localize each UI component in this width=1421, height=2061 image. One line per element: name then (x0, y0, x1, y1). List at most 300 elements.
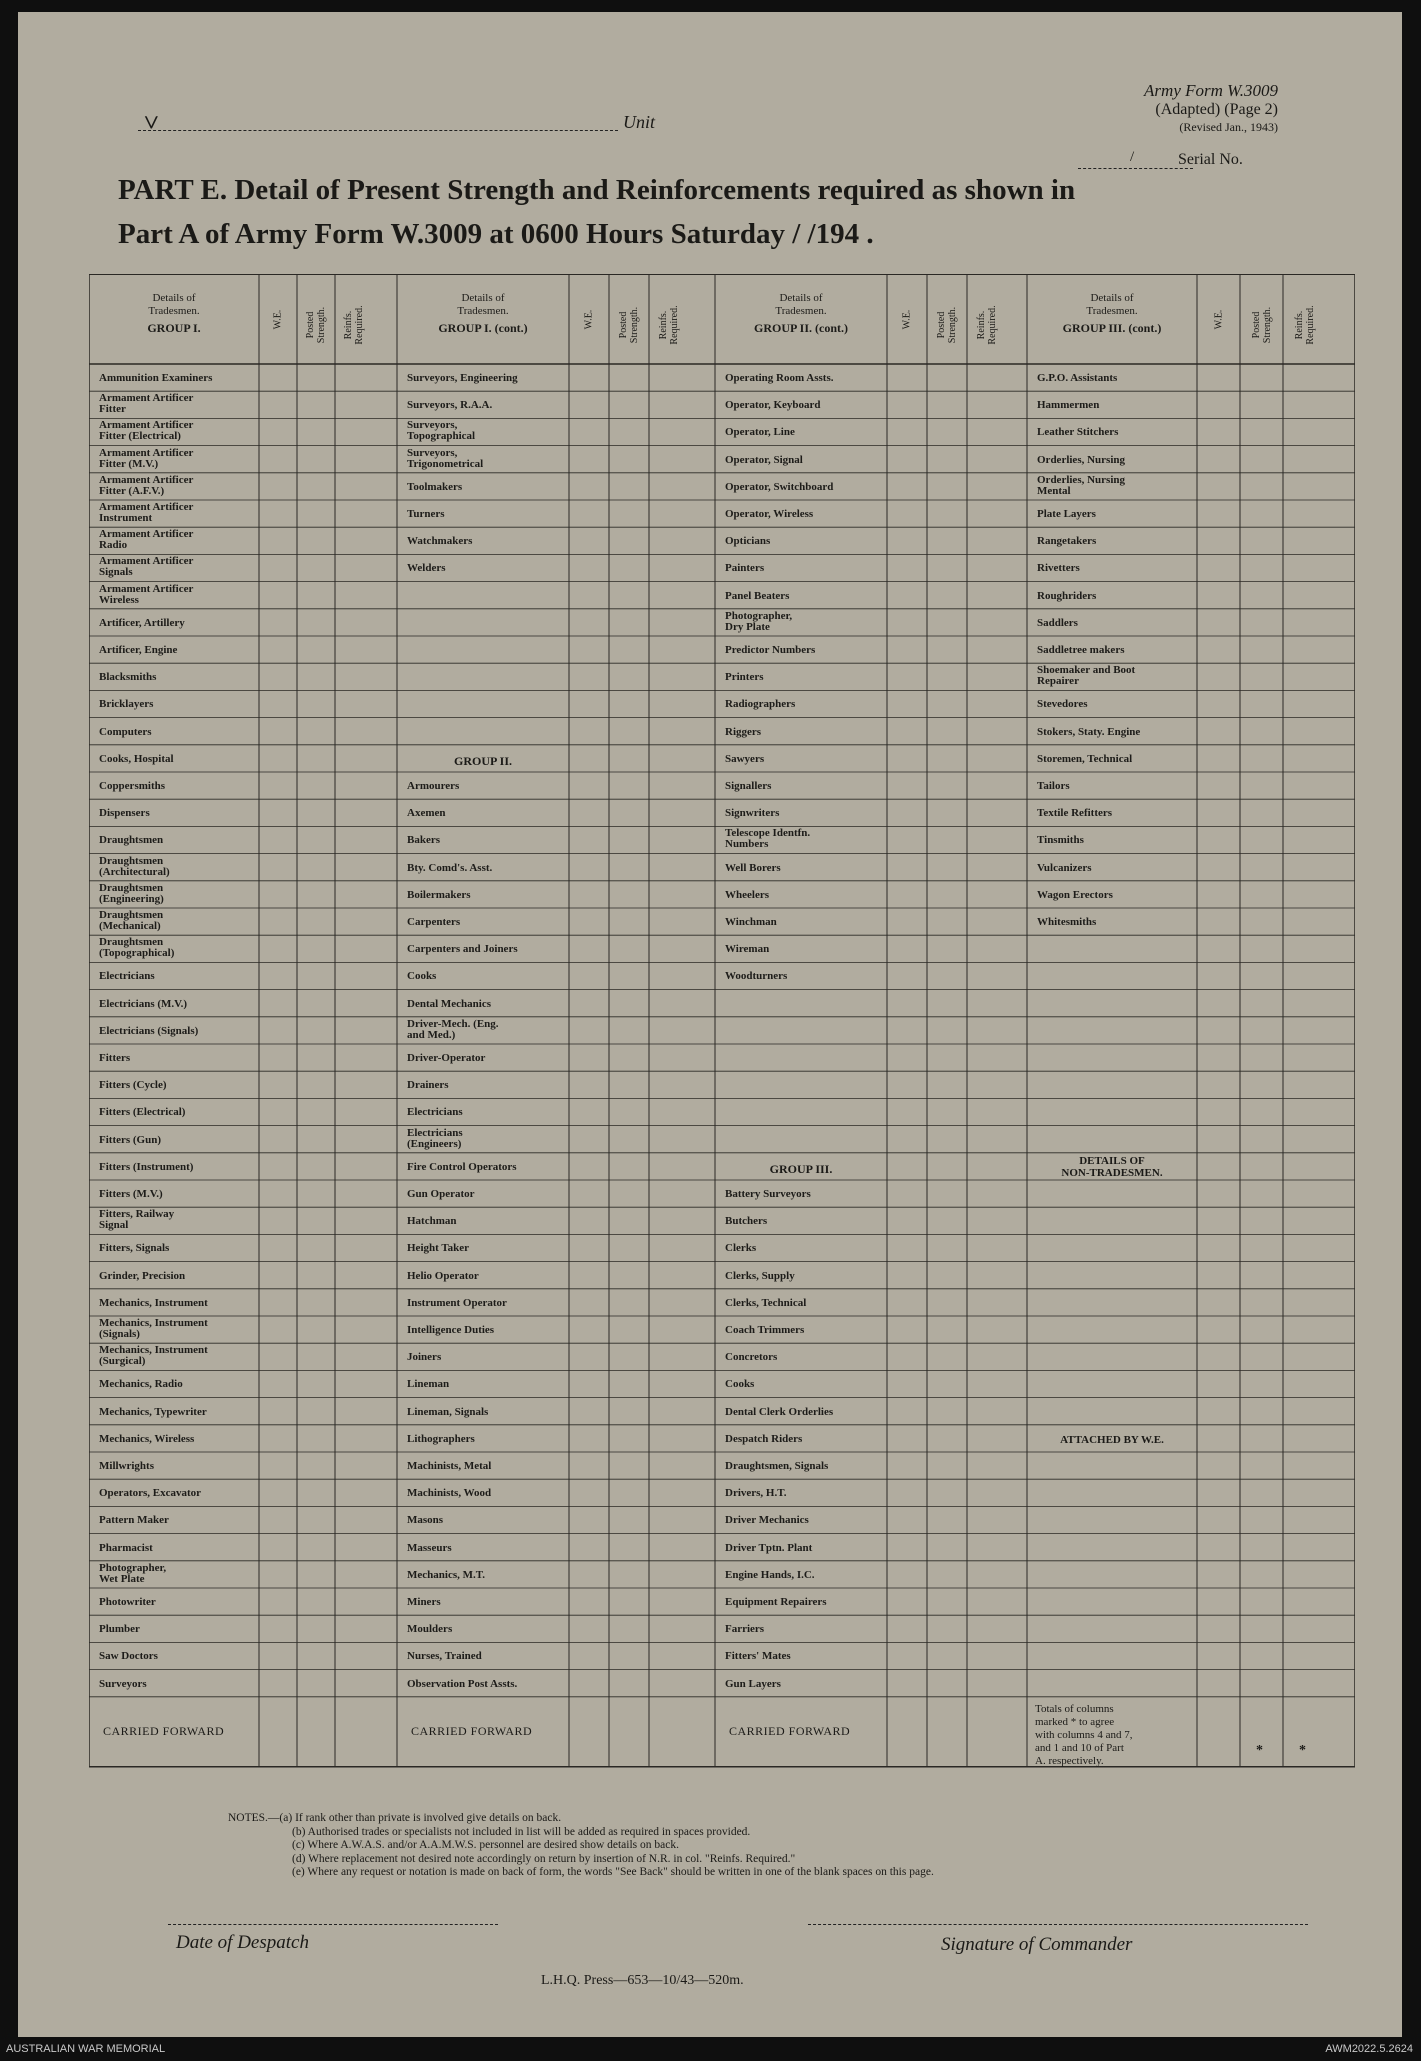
entry-cell[interactable] (928, 392, 966, 417)
entry-cell[interactable] (260, 1562, 296, 1587)
entry-cell[interactable] (298, 637, 334, 662)
entry-cell[interactable] (650, 528, 688, 553)
entry-cell[interactable] (336, 583, 372, 608)
entry-cell[interactable] (1198, 1290, 1239, 1315)
entry-cell[interactable] (610, 610, 648, 635)
entry-cell[interactable] (928, 555, 966, 580)
entry-cell[interactable] (928, 501, 966, 526)
entry-cell[interactable] (570, 474, 608, 499)
entry-cell[interactable] (1241, 1426, 1282, 1451)
entry-cell[interactable] (336, 1208, 372, 1233)
entry-cell[interactable] (968, 963, 1006, 988)
entry-cell[interactable] (260, 419, 296, 444)
entry-cell[interactable] (1198, 447, 1239, 472)
entry-cell[interactable] (1241, 501, 1282, 526)
entry-cell[interactable] (928, 773, 966, 798)
entry-cell[interactable] (888, 1480, 926, 1505)
entry-cell[interactable] (260, 963, 296, 988)
entry-cell[interactable] (650, 827, 688, 852)
entry-cell[interactable] (336, 719, 372, 744)
entry-cell[interactable] (928, 1562, 966, 1587)
entry-cell[interactable] (610, 719, 648, 744)
entry-cell[interactable] (928, 855, 966, 880)
entry-cell[interactable] (1198, 664, 1239, 689)
entry-cell[interactable] (888, 1344, 926, 1369)
entry-cell[interactable] (1284, 773, 1325, 798)
entry-cell[interactable] (1284, 691, 1325, 716)
entry-cell[interactable] (298, 1671, 334, 1696)
entry-cell[interactable] (1284, 719, 1325, 744)
entry-cell[interactable] (610, 365, 648, 390)
entry-cell[interactable] (336, 1453, 372, 1478)
entry-cell[interactable] (1198, 1371, 1239, 1396)
entry-cell[interactable] (1198, 691, 1239, 716)
entry-cell[interactable] (928, 419, 966, 444)
entry-cell[interactable] (298, 583, 334, 608)
entry-cell[interactable] (1284, 555, 1325, 580)
entry-cell[interactable] (888, 1453, 926, 1478)
entry-cell[interactable] (260, 528, 296, 553)
entry-cell[interactable] (1198, 1589, 1239, 1614)
entry-cell[interactable] (336, 746, 372, 771)
entry-cell[interactable] (1284, 1589, 1325, 1614)
entry-cell[interactable] (968, 392, 1006, 417)
entry-cell[interactable] (1241, 1589, 1282, 1614)
entry-cell[interactable] (1284, 1480, 1325, 1505)
entry-cell[interactable] (570, 1426, 608, 1451)
entry-cell[interactable] (888, 1589, 926, 1614)
entry-cell[interactable] (336, 610, 372, 635)
entry-cell[interactable] (968, 1589, 1006, 1614)
entry-cell[interactable] (610, 1535, 648, 1560)
entry-cell[interactable] (570, 909, 608, 934)
entry-cell[interactable] (260, 936, 296, 961)
entry-cell[interactable] (610, 855, 648, 880)
entry-cell[interactable] (1198, 963, 1239, 988)
entry-cell[interactable] (610, 1480, 648, 1505)
entry-cell[interactable] (1198, 583, 1239, 608)
entry-cell[interactable] (650, 882, 688, 907)
entry-cell[interactable] (336, 800, 372, 825)
entry-cell[interactable] (298, 1399, 334, 1424)
entry-cell[interactable] (1284, 936, 1325, 961)
entry-cell[interactable] (336, 1344, 372, 1369)
entry-cell[interactable] (610, 1181, 648, 1206)
entry-cell[interactable] (968, 1643, 1006, 1668)
entry-cell[interactable] (260, 1018, 296, 1043)
entry-cell[interactable] (610, 555, 648, 580)
entry-cell[interactable] (1241, 746, 1282, 771)
entry-cell[interactable] (336, 1290, 372, 1315)
entry-cell[interactable] (888, 1208, 926, 1233)
entry-cell[interactable] (1284, 827, 1325, 852)
entry-cell[interactable] (650, 936, 688, 961)
entry-cell[interactable] (1241, 1535, 1282, 1560)
entry-cell[interactable] (1241, 1399, 1282, 1424)
entry-cell[interactable] (888, 528, 926, 553)
entry-cell[interactable] (336, 1045, 372, 1070)
entry-cell[interactable] (570, 365, 608, 390)
entry-cell[interactable] (610, 746, 648, 771)
entry-cell[interactable] (610, 474, 648, 499)
entry-cell[interactable] (336, 855, 372, 880)
entry-cell[interactable] (650, 773, 688, 798)
entry-cell[interactable] (1241, 800, 1282, 825)
entry-cell[interactable] (260, 1616, 296, 1641)
entry-cell[interactable] (888, 447, 926, 472)
entry-cell[interactable] (1284, 1562, 1325, 1587)
entry-cell[interactable] (650, 1371, 688, 1396)
entry-cell[interactable] (650, 1317, 688, 1342)
entry-cell[interactable] (570, 936, 608, 961)
entry-cell[interactable] (968, 1562, 1006, 1587)
entry-cell[interactable] (1198, 800, 1239, 825)
entry-cell[interactable] (570, 1643, 608, 1668)
entry-cell[interactable] (1284, 1616, 1325, 1641)
entry-cell[interactable] (610, 1562, 648, 1587)
entry-cell[interactable] (336, 392, 372, 417)
entry-cell[interactable] (1241, 392, 1282, 417)
entry-cell[interactable] (336, 555, 372, 580)
entry-cell[interactable] (1284, 637, 1325, 662)
entry-cell[interactable] (260, 1127, 296, 1152)
entry-cell[interactable] (1284, 1154, 1325, 1179)
entry-cell[interactable] (1198, 1263, 1239, 1288)
entry-cell[interactable] (1241, 827, 1282, 852)
entry-cell[interactable] (650, 1480, 688, 1505)
entry-cell[interactable] (1241, 1154, 1282, 1179)
entry-cell[interactable] (1284, 1643, 1325, 1668)
entry-cell[interactable] (1241, 583, 1282, 608)
entry-cell[interactable] (650, 1045, 688, 1070)
entry-cell[interactable] (298, 691, 334, 716)
entry-cell[interactable] (1198, 1643, 1239, 1668)
entry-cell[interactable] (298, 1072, 334, 1097)
entry-cell[interactable] (1241, 1616, 1282, 1641)
entry-cell[interactable] (1241, 1072, 1282, 1097)
entry-cell[interactable] (336, 991, 372, 1016)
entry-cell[interactable] (298, 746, 334, 771)
entry-cell[interactable] (570, 501, 608, 526)
entry-cell[interactable] (1284, 1535, 1325, 1560)
entry-cell[interactable] (1284, 365, 1325, 390)
entry-cell[interactable] (298, 1208, 334, 1233)
entry-cell[interactable] (260, 610, 296, 635)
entry-cell[interactable] (610, 1344, 648, 1369)
entry-cell[interactable] (298, 1154, 334, 1179)
entry-cell[interactable] (260, 909, 296, 934)
entry-cell[interactable] (1198, 1099, 1239, 1124)
entry-cell[interactable] (1284, 1208, 1325, 1233)
entry-cell[interactable] (968, 936, 1006, 961)
entry-cell[interactable] (570, 1317, 608, 1342)
entry-cell[interactable] (968, 1072, 1006, 1097)
entry-cell[interactable] (928, 1263, 966, 1288)
entry-cell[interactable] (260, 1399, 296, 1424)
entry-cell[interactable] (888, 991, 926, 1016)
entry-cell[interactable] (968, 773, 1006, 798)
entry-cell[interactable] (650, 1399, 688, 1424)
entry-cell[interactable] (1241, 1562, 1282, 1587)
entry-cell[interactable] (260, 555, 296, 580)
entry-cell[interactable] (1198, 855, 1239, 880)
entry-cell[interactable] (1241, 773, 1282, 798)
entry-cell[interactable] (968, 800, 1006, 825)
entry-cell[interactable] (336, 1426, 372, 1451)
entry-cell[interactable] (610, 827, 648, 852)
entry-cell[interactable] (650, 1344, 688, 1369)
entry-cell[interactable] (1241, 1127, 1282, 1152)
entry-cell[interactable] (1284, 664, 1325, 689)
entry-cell[interactable] (650, 637, 688, 662)
entry-cell[interactable] (968, 583, 1006, 608)
entry-cell[interactable] (650, 1589, 688, 1614)
entry-cell[interactable] (570, 1235, 608, 1260)
entry-cell[interactable] (260, 1643, 296, 1668)
entry-cell[interactable] (610, 1154, 648, 1179)
entry-cell[interactable] (1198, 1045, 1239, 1070)
entry-cell[interactable] (968, 1535, 1006, 1560)
entry-cell[interactable] (1198, 1072, 1239, 1097)
entry-cell[interactable] (610, 1426, 648, 1451)
entry-cell[interactable] (570, 1480, 608, 1505)
entry-cell[interactable] (968, 365, 1006, 390)
entry-cell[interactable] (1284, 1317, 1325, 1342)
entry-cell[interactable] (336, 1018, 372, 1043)
entry-cell[interactable] (928, 719, 966, 744)
entry-cell[interactable] (610, 909, 648, 934)
entry-cell[interactable] (336, 1643, 372, 1668)
entry-cell[interactable] (570, 1154, 608, 1179)
entry-cell[interactable] (260, 1507, 296, 1532)
entry-cell[interactable] (968, 1616, 1006, 1641)
entry-cell[interactable] (298, 1535, 334, 1560)
entry-cell[interactable] (1198, 501, 1239, 526)
entry-cell[interactable] (570, 1072, 608, 1097)
entry-cell[interactable] (260, 1290, 296, 1315)
entry-cell[interactable] (570, 773, 608, 798)
entry-cell[interactable] (336, 1399, 372, 1424)
entry-cell[interactable] (968, 474, 1006, 499)
entry-cell[interactable] (650, 1208, 688, 1233)
entry-cell[interactable] (336, 1072, 372, 1097)
entry-cell[interactable] (1198, 746, 1239, 771)
entry-cell[interactable] (610, 528, 648, 553)
entry-cell[interactable] (1241, 610, 1282, 635)
entry-cell[interactable] (928, 610, 966, 635)
entry-cell[interactable] (1284, 583, 1325, 608)
entry-cell[interactable] (298, 1235, 334, 1260)
entry-cell[interactable] (1198, 637, 1239, 662)
entry-cell[interactable] (570, 1589, 608, 1614)
entry-cell[interactable] (1198, 882, 1239, 907)
entry-cell[interactable] (570, 746, 608, 771)
entry-cell[interactable] (570, 1181, 608, 1206)
entry-cell[interactable] (336, 474, 372, 499)
entry-cell[interactable] (928, 1344, 966, 1369)
entry-cell[interactable] (650, 909, 688, 934)
entry-cell[interactable] (888, 1507, 926, 1532)
entry-cell[interactable] (298, 1589, 334, 1614)
entry-cell[interactable] (570, 719, 608, 744)
entry-cell[interactable] (298, 1453, 334, 1478)
entry-cell[interactable] (336, 501, 372, 526)
entry-cell[interactable] (1284, 1045, 1325, 1070)
entry-cell[interactable] (928, 1643, 966, 1668)
unit-field[interactable] (138, 112, 618, 131)
entry-cell[interactable] (298, 1045, 334, 1070)
entry-cell[interactable] (968, 664, 1006, 689)
entry-cell[interactable] (928, 637, 966, 662)
entry-cell[interactable] (1198, 419, 1239, 444)
entry-cell[interactable] (888, 1154, 926, 1179)
entry-cell[interactable] (1284, 1399, 1325, 1424)
entry-cell[interactable] (298, 1099, 334, 1124)
entry-cell[interactable] (570, 1399, 608, 1424)
entry-cell[interactable] (570, 1127, 608, 1152)
entry-cell[interactable] (610, 1072, 648, 1097)
entry-cell[interactable] (570, 392, 608, 417)
entry-cell[interactable] (260, 746, 296, 771)
entry-cell[interactable] (260, 1045, 296, 1070)
entry-cell[interactable] (928, 963, 966, 988)
entry-cell[interactable] (650, 555, 688, 580)
entry-cell[interactable] (1198, 1671, 1239, 1696)
entry-cell[interactable] (1198, 1127, 1239, 1152)
entry-cell[interactable] (1284, 392, 1325, 417)
entry-cell[interactable] (888, 1562, 926, 1587)
entry-cell[interactable] (336, 447, 372, 472)
entry-cell[interactable] (298, 855, 334, 880)
entry-cell[interactable] (260, 1344, 296, 1369)
entry-cell[interactable] (1198, 610, 1239, 635)
entry-cell[interactable] (1198, 1480, 1239, 1505)
entry-cell[interactable] (260, 1453, 296, 1478)
entry-cell[interactable] (1284, 419, 1325, 444)
entry-cell[interactable] (260, 501, 296, 526)
entry-cell[interactable] (336, 637, 372, 662)
entry-cell[interactable] (336, 1507, 372, 1532)
entry-cell[interactable] (336, 1589, 372, 1614)
entry-cell[interactable] (1241, 1671, 1282, 1696)
entry-cell[interactable] (928, 1480, 966, 1505)
entry-cell[interactable] (570, 1616, 608, 1641)
entry-cell[interactable] (298, 1018, 334, 1043)
entry-cell[interactable] (298, 1480, 334, 1505)
entry-cell[interactable] (968, 1399, 1006, 1424)
entry-cell[interactable] (928, 583, 966, 608)
entry-cell[interactable] (298, 1290, 334, 1315)
entry-cell[interactable] (1198, 773, 1239, 798)
entry-cell[interactable] (650, 746, 688, 771)
entry-cell[interactable] (1284, 1344, 1325, 1369)
entry-cell[interactable] (968, 746, 1006, 771)
entry-cell[interactable] (1198, 1453, 1239, 1478)
entry-cell[interactable] (1198, 1535, 1239, 1560)
entry-cell[interactable] (888, 610, 926, 635)
entry-cell[interactable] (610, 392, 648, 417)
entry-cell[interactable] (610, 691, 648, 716)
entry-cell[interactable] (1198, 1562, 1239, 1587)
entry-cell[interactable] (650, 855, 688, 880)
entry-cell[interactable] (610, 1453, 648, 1478)
entry-cell[interactable] (928, 1018, 966, 1043)
entry-cell[interactable] (650, 991, 688, 1016)
entry-cell[interactable] (888, 474, 926, 499)
entry-cell[interactable] (650, 1154, 688, 1179)
entry-cell[interactable] (968, 1127, 1006, 1152)
entry-cell[interactable] (1284, 1371, 1325, 1396)
entry-cell[interactable] (570, 1099, 608, 1124)
entry-cell[interactable] (570, 1671, 608, 1696)
entry-cell[interactable] (888, 1399, 926, 1424)
entry-cell[interactable] (260, 1589, 296, 1614)
entry-cell[interactable] (298, 447, 334, 472)
entry-cell[interactable] (1241, 474, 1282, 499)
entry-cell[interactable] (888, 1426, 926, 1451)
entry-cell[interactable] (1198, 1399, 1239, 1424)
entry-cell[interactable] (968, 610, 1006, 635)
entry-cell[interactable] (968, 1344, 1006, 1369)
entry-cell[interactable] (968, 1263, 1006, 1288)
entry-cell[interactable] (1241, 528, 1282, 553)
entry-cell[interactable] (260, 637, 296, 662)
entry-cell[interactable] (570, 555, 608, 580)
entry-cell[interactable] (888, 936, 926, 961)
entry-cell[interactable] (260, 664, 296, 689)
entry-cell[interactable] (298, 827, 334, 852)
entry-cell[interactable] (968, 1290, 1006, 1315)
entry-cell[interactable] (570, 664, 608, 689)
entry-cell[interactable] (1284, 746, 1325, 771)
entry-cell[interactable] (298, 936, 334, 961)
entry-cell[interactable] (610, 1018, 648, 1043)
entry-cell[interactable] (1198, 392, 1239, 417)
entry-cell[interactable] (650, 501, 688, 526)
entry-cell[interactable] (928, 827, 966, 852)
entry-cell[interactable] (928, 882, 966, 907)
entry-cell[interactable] (298, 1562, 334, 1587)
entry-cell[interactable] (336, 1235, 372, 1260)
entry-cell[interactable] (928, 365, 966, 390)
entry-cell[interactable] (1241, 691, 1282, 716)
entry-cell[interactable] (888, 719, 926, 744)
entry-cell[interactable] (928, 1290, 966, 1315)
entry-cell[interactable] (1198, 1344, 1239, 1369)
entry-cell[interactable] (968, 1480, 1006, 1505)
entry-cell[interactable] (298, 555, 334, 580)
entry-cell[interactable] (888, 827, 926, 852)
entry-cell[interactable] (1284, 1018, 1325, 1043)
entry-cell[interactable] (1241, 963, 1282, 988)
entry-cell[interactable] (610, 1399, 648, 1424)
entry-cell[interactable] (336, 909, 372, 934)
entry-cell[interactable] (888, 1263, 926, 1288)
entry-cell[interactable] (298, 392, 334, 417)
entry-cell[interactable] (1284, 1235, 1325, 1260)
entry-cell[interactable] (336, 882, 372, 907)
entry-cell[interactable] (1198, 1507, 1239, 1532)
entry-cell[interactable] (968, 882, 1006, 907)
entry-cell[interactable] (1198, 1235, 1239, 1260)
entry-cell[interactable] (260, 827, 296, 852)
entry-cell[interactable] (1198, 1181, 1239, 1206)
entry-cell[interactable] (610, 1589, 648, 1614)
entry-cell[interactable] (1241, 1045, 1282, 1070)
entry-cell[interactable] (610, 1235, 648, 1260)
entry-cell[interactable] (298, 1127, 334, 1152)
entry-cell[interactable] (570, 1453, 608, 1478)
